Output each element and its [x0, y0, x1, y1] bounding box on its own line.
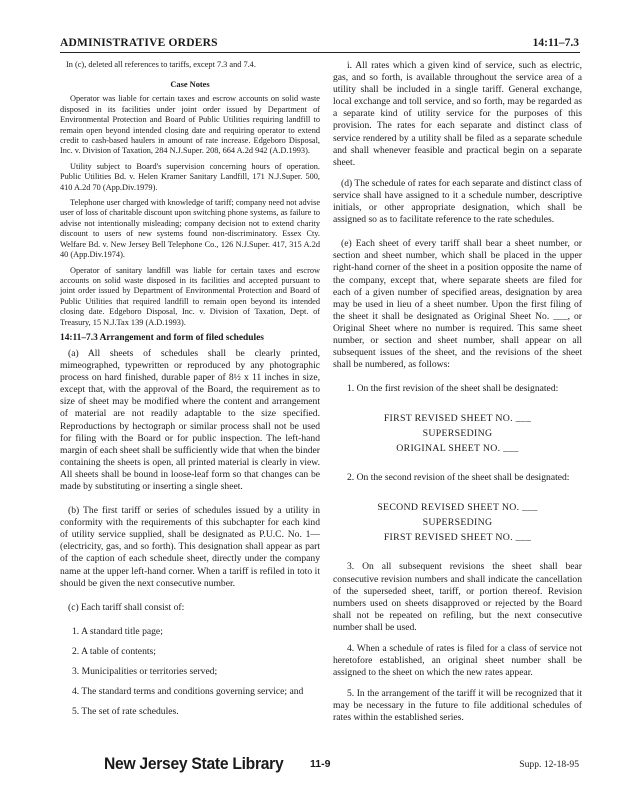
- item-e3: 3. On all subsequent revisions the sheet shall bear consecutive revision numbers and shall indicate the cancellation of the superseded sheet, tariff, or portion thereof. Revision numbers used on sheets disapproved or rejected by the Board shall not be repeated on refiling, but the next consecutive number shall be used.: [333, 561, 582, 633]
- header-rule: [60, 52, 580, 53]
- case-note: Operator was liable for certain taxes and escrow accounts on solid waste disposed in its facilities under joint order issued by Department of Environmental Protection and Board of Public Utilities requiring landfill to remain open beyond intended closing date and requiring operator to extend credit to cash-based haulers in amount of rate increase. Edgeboro Disposal, Inc. v. Division of Taxation, 284 N.J.Super. 208, 664 A.2d 942 (A.D.1993).: [60, 94, 320, 156]
- revision-designation-1: [333, 411, 582, 456]
- amendment-note: In (c), deleted all references to tariffs, except 7.3 and 7.4.: [66, 60, 256, 69]
- case-notes-heading: Case Notes: [170, 80, 210, 90]
- designation-line: FIRST REVISED SHEET NO. ___: [383, 413, 532, 425]
- revision-designation-2: [333, 500, 582, 545]
- item-i: i. All rates which a given kind of service, such as electric, gas, and so forth, is available throughout the service area of a utility shall be included in a single tariff. General exchange, local exchange and toll service, and so forth, may be regarded as a separate kind of utility service for the purposes of this provision. The rates for each separate and distinct class of service rendered by a utility shall be filed as a separate schedule and shall whenever feasible and practical begin on a separate sheet.: [333, 60, 582, 168]
- supplement-date: Supp. 12-18-95: [519, 759, 579, 770]
- paragraph-d: (d) The schedule of rates for each separate and distinct class of service shall have assigned to it a schedule number, descriptive initials, or other appropriate designation, which shall be assigned so as to facilitate reference to the rate schedules.: [333, 177, 582, 226]
- paragraph-c: (c) Each tariff shall consist of:: [68, 601, 185, 613]
- item-e5: 5. In the arrangement of the tariff it will be recognized that it may be necessary in the future to file additional schedules of rates within the established series.: [333, 688, 582, 724]
- list-item: 5. The set of rate schedules.: [72, 706, 179, 718]
- page-number: 11-9: [310, 758, 331, 770]
- list-item: 3. Municipalities or territories served;: [72, 666, 218, 677]
- case-note: Telephone user charged with knowledge of tariff; company need not advise user of loss of charitable discount upon switching phone systems, as failure to advise not intentionally misleading; company decision not to extend charity discount to users of new systems found non-discriminatory. Essex Cty. Welfare Bd. v. New Jersey Bell Telephone Co., 126 N.J.Super. 417, 315 A.2d 40 (App.Div.1974).: [60, 198, 320, 260]
- item-e2: 2. On the second revision of the sheet shall be designated:: [347, 472, 570, 484]
- left-column: [60, 60, 320, 726]
- library-footer: New Jersey State Library: [104, 754, 284, 773]
- list-item: 4. The standard terms and conditions governing service; and: [72, 686, 304, 698]
- designation-line: ORIGINAL SHEET NO. ___: [396, 443, 519, 455]
- case-note: Utility subject to Board's supervision concerning hours of operation. Public Utilities Bd. v. Helen Kramer Sanitary Landfill, 171 N.J.Super. 500, 410 A.2d 70 (App.Div.1979).: [60, 161, 320, 192]
- item-e4: 4. When a schedule of rates is filed for a class of service not heretofore established, an original sheet number shall be assigned to the sheet on which the new rates appear.: [333, 643, 582, 679]
- designation-line: SUPERSEDING: [422, 517, 493, 529]
- item-e1: 1. On the first revision of the sheet shall be designated:: [347, 383, 559, 395]
- case-note: Operator of sanitary landfill was liable for certain taxes and escrow accounts on solid waste disposed in its facilities and accepted pursuant to joint order issued by Department of Environmental Protection and Board of Public Utilities that required landfill to remain open beyond its intended closing date. Edgeboro Disposal, Inc. v. Division of Taxation, Dept. of Treasury, 15 N.J.Tax 139 (A.D.1993).: [60, 265, 320, 327]
- right-column: [333, 60, 582, 734]
- paragraph-b: (b) The first tariff or series of schedules issued by a utility in conformity with the requirements of this subchapter for each kind of utility service supplied, shall be designated as P.U.C. No. 1—(electricity, gas, and so forth). This designation shall appear as part of the caption of each schedule sheet, directly under the company name at the upper left-hand corner. When a tariff is refiled in toto it should be given the next consecutive number.: [60, 505, 320, 589]
- list-item: 1. A standard title page;: [72, 625, 163, 637]
- running-header-section: 14:11–7.3: [532, 37, 579, 49]
- section-heading: 14:11–7.3 Arrangement and form of filed schedules: [60, 332, 264, 343]
- paragraph-a: (a) All sheets of schedules shall be clearly printed, mimeographed, typewritten or reproduced by any photographic process on hard finished, durable paper of 8½ x 11 inches in size, except that, with the approval of the Board, the requirement as to size of sheet may be modified where the content and arrangement of material are not readily adaptable to the size specified. Reproductions by hectograph or similar process shall not be used for filing with the Board or for public inspection. The left-hand margin of each sheet shall be sufficiently wide that when the binder containing the sheets is open, all printed material is clearly in view. All sheets shall be bound in loose-leaf form so that changes can be made by substituting or inserting a single sheet.: [60, 347, 320, 492]
- running-header-title: ADMINISTRATIVE ORDERS: [60, 37, 218, 49]
- designation-line: FIRST REVISED SHEET NO. ___: [383, 532, 532, 544]
- list-item: 2. A table of contents;: [72, 645, 156, 657]
- designation-line: SUPERSEDING: [422, 428, 493, 440]
- paragraph-e: (e) Each sheet of every tariff shall bear a sheet number, or section and sheet number, which shall be placed in the upper right-hand corner of the sheet in a position opposite the name of the company, except that, where separate sheets are filed for each of a given number of specified areas, designation by area may be used in lieu of a sheet number. Upon the first filing of the sheet it shall be designated as Original Sheet No. ___, or Original Sheet where no number is required. This same sheet number, or section and sheet number, shall appear on all subsequent issues of the sheet, and the revisions of the sheet shall be numbered, as follows:: [333, 238, 582, 371]
- designation-line: SECOND REVISED SHEET NO. ___: [377, 502, 538, 514]
